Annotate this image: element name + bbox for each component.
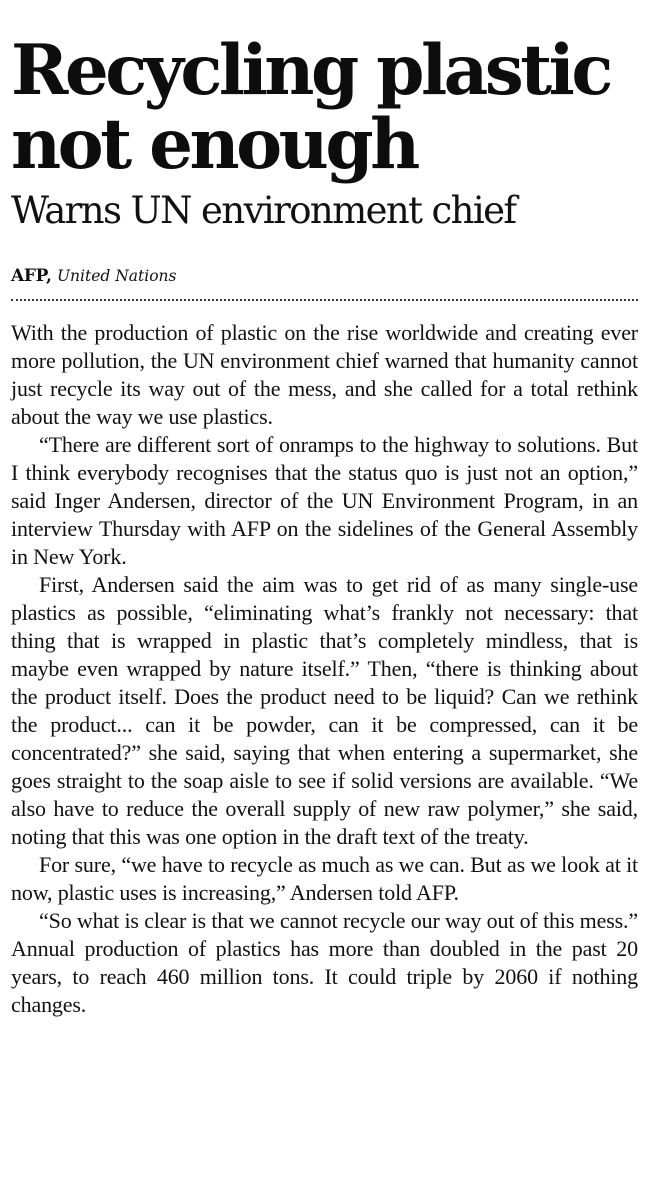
news-article xyxy=(11,0,638,1019)
body-paragraph: “There are different sort of onramps to the highway to solutions. But I think everybody recognises that the status quo is just not an option,” said Inger Andersen, director of the UN Environment Program, in an interview Thursday with AFP on the sidelines of the General Assembly in New York. xyxy=(11,432,638,569)
headline-line-2: not enough xyxy=(11,104,417,185)
body-paragraph: “So what is clear is that we cannot recycle our way out of this mess.” Annual production of plastics has more than doubled in the past 20 years, to reach 460 million tons. It could triple by 2060 if nothing changes. xyxy=(11,908,638,1017)
byline xyxy=(11,266,638,286)
headline xyxy=(11,0,638,185)
subheadline: Warns UN environment chief xyxy=(11,189,516,232)
headline-line-1: Recycling plastic xyxy=(11,30,610,111)
body-paragraph: With the production of plastic on the rise worldwide and creating ever more pollution, the UN environment chief warned that humanity cannot just recycle its way out of the mess, and she called for a total rethink about the way we use plastics. xyxy=(11,320,638,429)
byline-agency: AFP, xyxy=(11,266,52,286)
byline-location: United Nations xyxy=(56,267,177,285)
body-paragraph: First, Andersen said the aim was to get rid of as many single-use plastics as possible, “eliminating what’s frankly not necessary: that thing that is wrapped in plastic that’s completely mindless, that is maybe even wrapped by nature itself.” Then, “there is thinking about the product itself. Does the product need to be liquid? Can we rethink the product... can it be powder, can it be compressed, can it be concentrated?” she said, saying that when entering a supermarket, she goes straight to the soap aisle to see if solid versions are available. “We also have to reduce the overall supply of new raw polymer,” she said, noting that this was one option in the draft text of the treaty. xyxy=(11,572,638,849)
body-paragraph: For sure, “we have to recycle as much as we can. But as we look at it now, plastic uses is increasing,” Andersen told AFP. xyxy=(11,852,638,905)
article-body xyxy=(11,319,638,1019)
dotted-divider xyxy=(11,299,638,301)
